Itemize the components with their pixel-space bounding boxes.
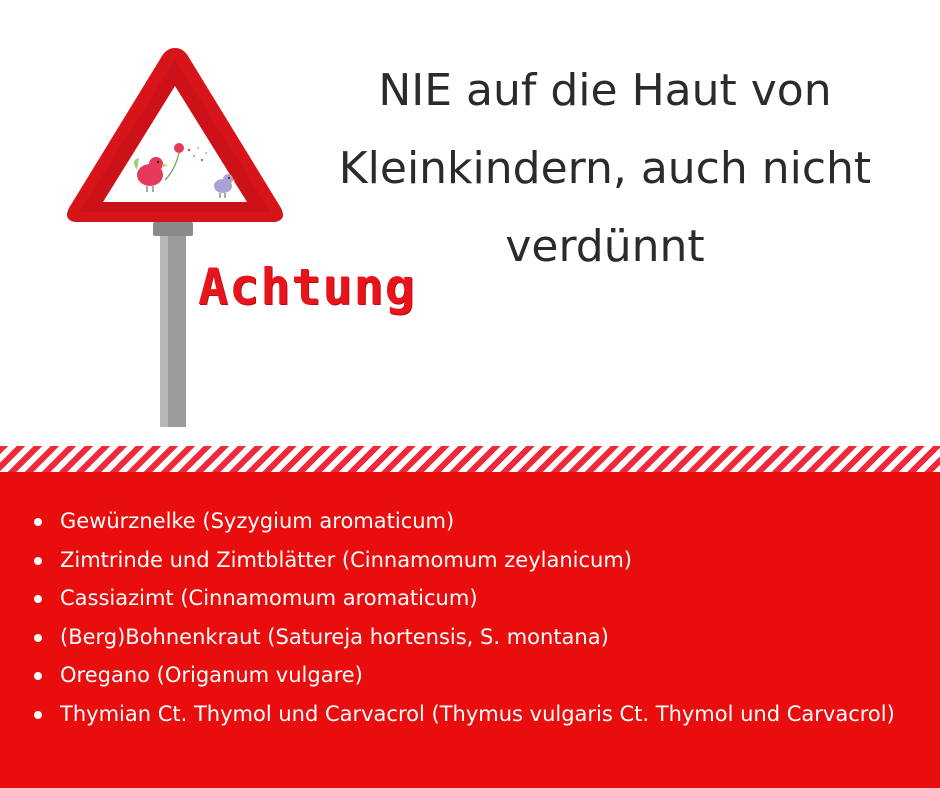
list-item-text: Thymian Ct. Thymol und Carvacrol (Thymus vulgaris Ct. Thymol und Carvacrol) — [60, 701, 895, 726]
bullet-icon — [34, 634, 42, 642]
list-item — [30, 502, 910, 541]
sign-label: Achtung — [198, 258, 416, 316]
list-item — [30, 579, 910, 618]
list-item — [30, 541, 910, 580]
bullet-icon — [34, 672, 42, 680]
list-item-text: Cassiazimt (Cinnamomum aromaticum) — [60, 586, 478, 610]
list-item-text: Zimtrinde und Zimtblätter (Cinnamomum zeylanicum) — [60, 547, 632, 572]
list-item — [30, 695, 910, 734]
bullet-icon — [34, 711, 42, 719]
bullet-icon — [34, 518, 42, 526]
bullet-icon — [34, 557, 42, 565]
striped-divider — [0, 446, 940, 472]
list-item-text: Gewürznelke (Syzygium aromaticum) — [60, 509, 455, 533]
bullet-icon — [34, 595, 42, 603]
oil-list-panel — [0, 472, 940, 788]
page-headline: NIE auf die Haut von Kleinkindern, auch nicht verdünnt — [338, 65, 872, 272]
list-item-text: Oregano (Origanum vulgare) — [60, 663, 363, 687]
oil-list — [30, 502, 910, 733]
list-item — [30, 618, 910, 657]
warning-sign-icon — [55, 40, 295, 440]
list-item — [30, 656, 910, 695]
list-item-text: (Berg)Bohnenkraut (Satureja hortensis, S. montana) — [60, 624, 609, 649]
